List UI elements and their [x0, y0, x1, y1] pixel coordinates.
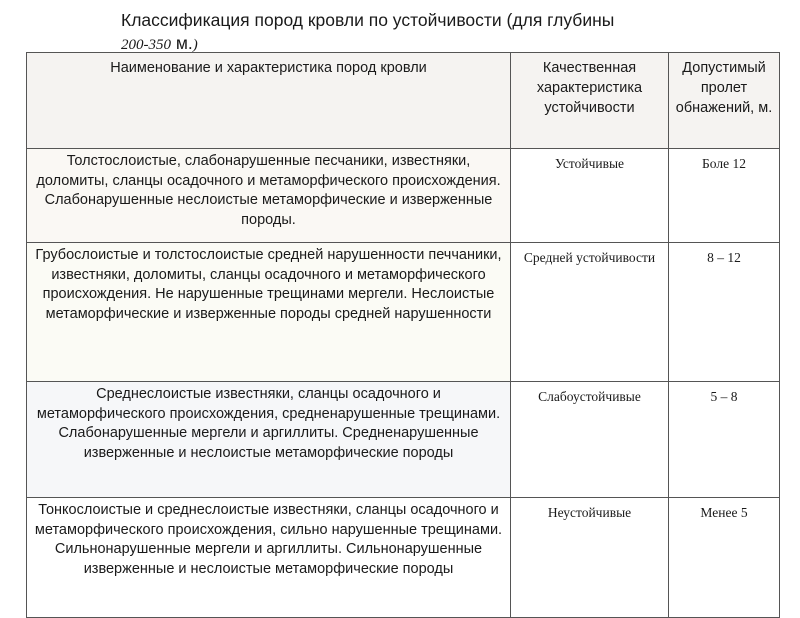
table-header-row [27, 53, 780, 149]
table-row [27, 382, 780, 498]
stability-value: Устойчивые [511, 149, 669, 243]
title-close: ) [192, 37, 198, 53]
header-stability: Качественная характеристика устойчивости [511, 53, 669, 149]
span-value: 5 – 8 [669, 382, 780, 498]
span-value: Боле 12 [669, 149, 780, 243]
slide-title [121, 9, 761, 57]
stability-value: Слабоустойчивые [511, 382, 669, 498]
span-value: 8 – 12 [669, 243, 780, 382]
span-value: Менее 5 [669, 498, 780, 618]
rock-description: Тонкослоистые и среднеслоистые известняки, сланцы осадочного и метаморфического происхождения, сильно нарушенные трещинами. Сильнонарушенные мергели и аргиллиты. Сильнонарушенные изверженные и неслоистые метаморфические породы [27, 498, 511, 618]
header-span: Допустимый пролет обнажений, м. [669, 53, 780, 149]
rock-description: Грубослоистые и толстослоистые средней нарушенности печчаники, известняки, доломиты, сланцы осадочного и метаморфического происхождения. Не нарушенные трещинами мергели. Неслоистые метаморфические и изверженные породы средней нарушенности [27, 243, 511, 382]
table-row [27, 149, 780, 243]
title-main-2: для глубины [512, 10, 615, 30]
stability-value: Неустойчивые [511, 498, 669, 618]
table-row [27, 243, 780, 382]
stability-table [26, 52, 780, 618]
rock-description: Толстослоистые, слабонарушенные песчаники, известняки, доломиты, сланцы осадочного и метаморфического происхождения. Слабонарушенные неслоистые метаморфические и изверженные породы. [27, 149, 511, 243]
title-main: Классификация пород кровли по устойчивости ( [121, 10, 513, 30]
title-unit: м. [171, 33, 193, 53]
rock-description: Среднеслоистые известняки, сланцы осадочного и метаморфического происхождения, средненарушенные трещинами. Слабонарушенные мергели и аргиллиты. Средненарушенные изверженные и неслоистые метаморфические породы [27, 382, 511, 498]
stability-value: Средней устойчивости [511, 243, 669, 382]
title-depth: 200-350 [121, 37, 171, 53]
header-description: Наименование и характеристика пород кровли [27, 53, 511, 149]
